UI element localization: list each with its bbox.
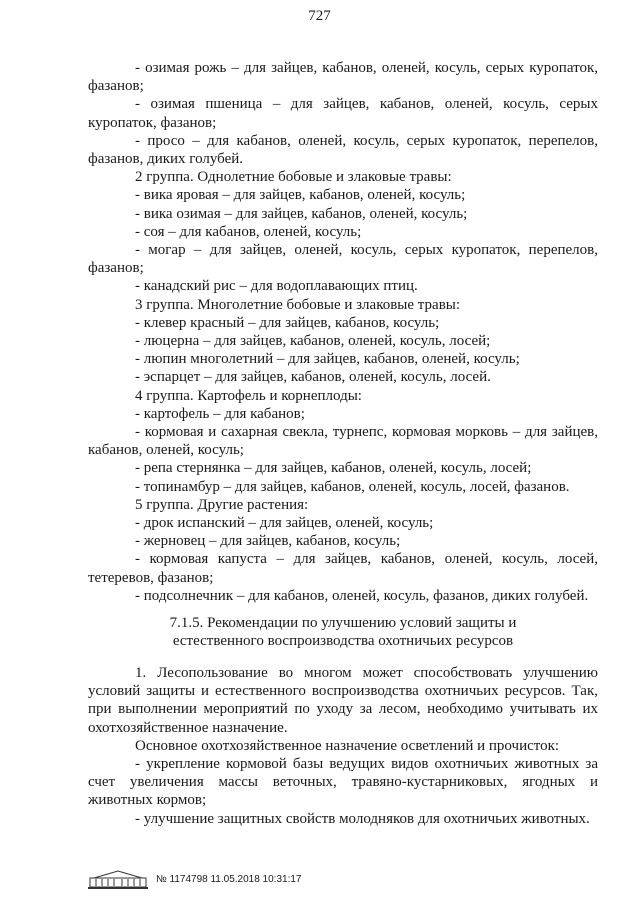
- text-line: при выполнении мероприятий по уходу за лесом, необходимо учитывать их: [88, 701, 598, 718]
- page-number: 727: [308, 8, 331, 24]
- text-line: - люцерна – для зайцев, кабанов, оленей, косуль, лосей;: [135, 333, 491, 349]
- text-line: - топинамбур – для зайцев, кабанов, оленей, косуль, лосей, фазанов.: [135, 478, 570, 495]
- text-line: - канадский рис – для водоплавающих птиц.: [135, 278, 418, 295]
- text-line: - просо – для кабанов, оленей, косуль, серых куропаток, перепелов,: [135, 132, 598, 149]
- section-heading-line: 7.1.5. Рекомендации по улучшению условий защиты и: [169, 615, 517, 631]
- text-line: - могар – для зайцев, оленей, косуль, серых куропаток, перепелов,: [135, 242, 598, 258]
- text-line: 3 группа. Многолетние бобовые и злаковые травы:: [135, 296, 461, 313]
- text-line: - озимая пшеница – для зайцев, кабанов, оленей, косуль, серых: [135, 96, 598, 113]
- text-line: Основное охотхозяйственное назначение осветлений и прочисток:: [135, 737, 560, 754]
- text-line: - жерновец – для зайцев, кабанов, косуль;: [135, 533, 401, 550]
- text-line: - кормовая и сахарная свекла, турнепс, кормовая морковь – для зайцев,: [135, 424, 598, 440]
- text-line: - клевер красный – для зайцев, кабанов, косуль;: [135, 314, 440, 331]
- text-line: - дрок испанский – для зайцев, оленей, косуль;: [135, 515, 434, 531]
- text-line: условий защиты и естественного воспроизводства охотничьих ресурсов. Так,: [88, 683, 598, 700]
- text-line: - кормовая капуста – для зайцев, кабанов, оленей, косуль, лосей,: [135, 551, 598, 568]
- building-stamp-icon: [88, 868, 148, 890]
- text-line: - репа стернянка – для зайцев, кабанов, оленей, косуль, лосей;: [135, 460, 532, 477]
- text-line: - укрепление кормовой базы ведущих видов охотничьих животных за: [135, 756, 598, 772]
- text-line: 2 группа. Однолетние бобовые и злаковые травы:: [135, 169, 452, 186]
- text-line: счет увеличения массы веточных, травяно-кустарниковых, ягодных и: [88, 774, 598, 791]
- text-line: кабанов, оленей, косуль;: [88, 442, 244, 459]
- text-line: фазанов, диких голубей.: [88, 151, 244, 167]
- text-line: - вика озимая – для зайцев, кабанов, оленей, косуль;: [135, 205, 468, 222]
- text-line: животных кормов;: [88, 792, 207, 809]
- text-line: 1. Лесопользование во многом может способствовать улучшению: [135, 665, 598, 681]
- section-heading-line: естественного воспроизводства охотничьих ресурсов: [172, 633, 514, 650]
- text-line: - эспарцет – для зайцев, кабанов, оленей, косуль, лосей.: [135, 369, 491, 386]
- text-line: охотхозяйственное назначение.: [88, 719, 288, 736]
- text-line: - картофель – для кабанов;: [135, 405, 305, 422]
- text-line: - вика яровая – для зайцев, кабанов, оленей, косуль;: [135, 187, 466, 204]
- text-line: - соя – для кабанов, оленей, косуль;: [135, 223, 362, 240]
- text-line: - подсолнечник – для кабанов, оленей, косуль, фазанов, диких голубей.: [135, 587, 589, 604]
- text-line: тетеревов, фазанов;: [88, 569, 214, 586]
- text-line: - улучшение защитных свойств молодняков для охотничьих животных.: [135, 810, 590, 827]
- document-number: № 1174798 11.05.2018 10:31:17: [156, 873, 302, 885]
- text-line: фазанов;: [88, 78, 144, 95]
- text-line: - люпин многолетний – для зайцев, кабанов, оленей, косуль;: [135, 351, 520, 368]
- text-line: куропаток, фазанов;: [88, 114, 217, 131]
- text-line: 5 группа. Другие растения:: [135, 496, 309, 513]
- text-line: фазанов;: [88, 260, 144, 277]
- footer: [88, 868, 301, 890]
- text-line: - озимая рожь – для зайцев, кабанов, оленей, косуль, серых куропаток,: [135, 60, 598, 76]
- text-line: 4 группа. Картофель и корнеплоды:: [135, 387, 362, 404]
